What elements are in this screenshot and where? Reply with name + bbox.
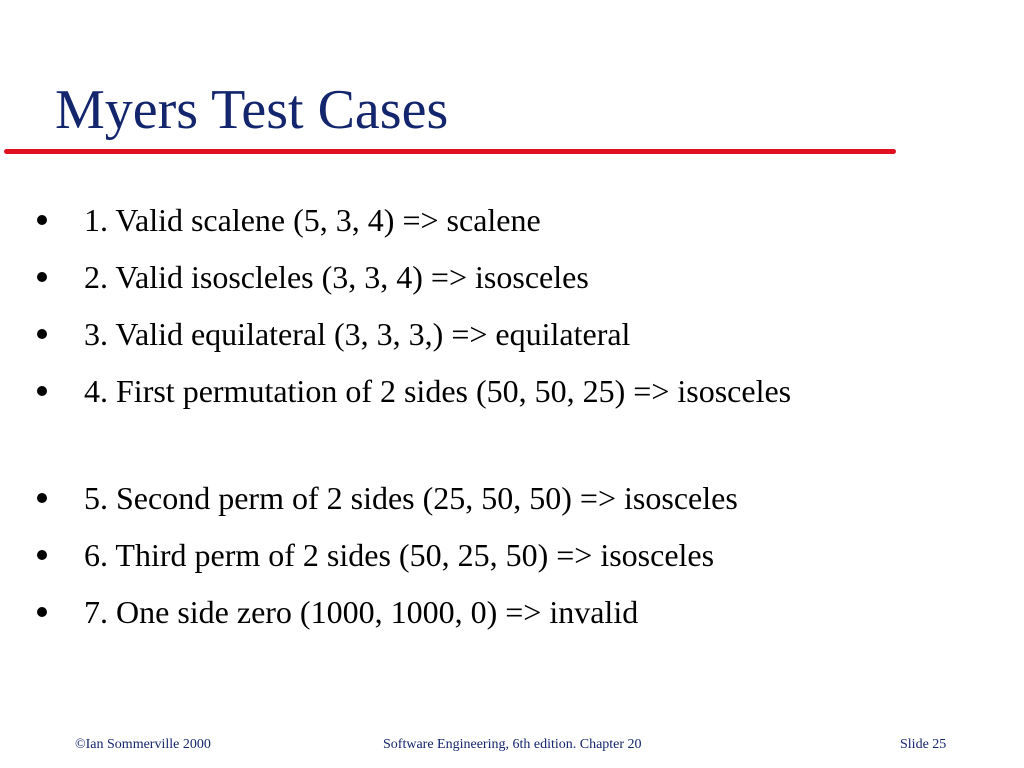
slide-title: Myers Test Cases <box>55 79 449 141</box>
bullet-text: 4. First permutation of 2 sides (50, 50, 25) => isosceles <box>84 373 792 409</box>
bullet-text: 5. Second perm of 2 sides (25, 50, 50) => isosceles <box>84 480 738 516</box>
bullet-text: 1. Valid scalene (5, 3, 4) => scalene <box>84 202 541 238</box>
bullet-text: 6. Third perm of 2 sides (50, 25, 50) => isosceles <box>84 537 715 573</box>
bullet-dot-icon <box>37 272 47 282</box>
bullet-text: 7. One side zero (1000, 1000, 0) => invalid <box>84 594 639 630</box>
bullet-dot-icon <box>37 386 47 396</box>
bullet-text: 2. Valid isoscleles (3, 3, 4) => isosceles <box>84 259 589 295</box>
title-underline <box>4 149 896 154</box>
footer-book-title: Software Engineering, 6th edition. Chapter 20 <box>383 737 642 752</box>
bullet-dot-icon <box>37 493 47 503</box>
bullet-dot-icon <box>37 215 47 225</box>
footer-slide-number: Slide 25 <box>900 737 947 752</box>
bullet-dot-icon <box>37 550 47 560</box>
bullet-dot-icon <box>37 607 47 617</box>
bullet-dot-icon <box>37 329 47 339</box>
bullet-text: 3. Valid equilateral (3, 3, 3,) => equilateral <box>84 316 631 352</box>
footer-copyright: ©Ian Sommerville 2000 <box>75 737 211 752</box>
